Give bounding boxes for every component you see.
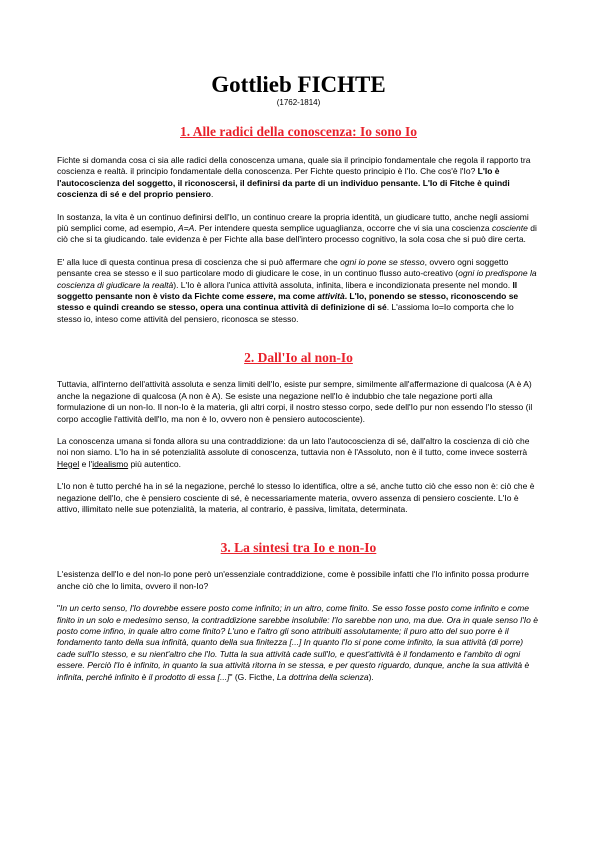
document-page [57, 72, 540, 683]
lifespan-dates: (1762-1814) [276, 98, 321, 107]
text-run: ). L'Io è allora l'unica attività assoluta, infinita, libera e incondizionata presente nel mondo. [173, 279, 513, 290]
text-run: E' alla luce di questa continua presa di coscienza che si può affermare che [57, 256, 341, 267]
section-2-p2-text-after: più autentico. [128, 458, 182, 469]
section-2-p2-text-before: La conoscenza umana si fonda allora su una contraddizione: da un lato l'autocoscienza di sé, dall'altro la coscienza di ciò che noi non siamo. L'Io ha in sé potenzialità assolute di conoscenza, tuttavia non è l'Assoluto, non è il tutto, come invece sosterrà [57, 435, 530, 458]
section-2-heading: 2. Dall'Io al non-Io [244, 350, 353, 366]
text-run: Fichte si domanda cosa ci sia alle radici della conoscenza umana, quale sia il principio fondamentale che regola il rapporto tra coscienza e realtà. il principio fondamentale della conoscenza. Per Fichte questo principio è l'Io. Che cos'è l'Io? [57, 155, 531, 177]
section-3-heading: 3. La sintesi tra Io e non-Io [220, 540, 377, 556]
hegel-link[interactable]: Hegel [57, 458, 80, 469]
text-run: In sostanza, la vita è un continuo definirsi dell'Io, un continuo creare la propria identità, un giudicare tutto, anche negli assiomi più semplici come, ad esempio, [57, 211, 529, 234]
text-run: A=A [177, 223, 195, 234]
text-run: ogni io pone se stesso [340, 256, 425, 267]
document-title: Gottlieb FICHTE [211, 72, 386, 97]
section-1-paragraph-1 [57, 155, 540, 201]
section-1-paragraph-2 [57, 212, 540, 246]
text-run: Il soggetto pensante non è visto da Fichte come [57, 279, 518, 302]
text-run: , ovvero ogni soggetto pensante crea se stesso e il suo particolare modo di giudicare le cose, in un continuo flusso auto-creativo ( [57, 256, 509, 279]
text-run: . [211, 189, 214, 200]
text-run: essere [246, 291, 274, 302]
text-run: " (G. Ficthe, [229, 671, 277, 682]
section-2-paragraph-3: L'Io non è tutto perché ha in sé la negazione, perché lo stesso Io identifica, oltre a sé, anche tutto ciò che esso non è: ciò che è negazione dell'Io, che è pensiero cosciente di sé, è necessariamente materia, ovvero assenza di pensiero cosciente. L'Io è attivo, illimitato nelle sue potenzialità, la materia, al contrario, è passiva, limitata, determinata. [57, 481, 535, 514]
text-run: cosciente [491, 223, 528, 234]
text-run: L'Io è l'autocoscienza del soggetto, il riconoscersi, il definirsi da parte di un individuo pensante. L'Io di Fitche è quindi coscienza di sé e del proprio pensiero [57, 166, 510, 200]
text-run: ogni io predispone la coscienza di giudicare la realtà [57, 268, 537, 290]
text-run: . L'Io, ponendo se stesso, riconoscendo se stesso e quindi creando se stesso, opera una continua attività di definizione di sé [57, 291, 519, 313]
section-3-paragraph-1: L'esistenza dell'Io e del non-Io pone però un'essenziale contraddizione, come è possibile infatti che l'Io infinito possa produrre anche ciò che lo limita, ovvero il non-Io? [57, 569, 529, 591]
text-run: ). [368, 671, 374, 682]
text-run: . L'assioma Io=Io comporta che lo stesso io, inteso come attività del pensiero, riconosca se stesso. [57, 302, 514, 324]
section-1-paragraph-3 [57, 257, 540, 325]
text-run: La dottrina della scienza [276, 671, 369, 682]
section-2-paragraph-2 [57, 436, 540, 470]
text-run: , ma come [273, 291, 318, 302]
idealismo-link[interactable]: idealismo [92, 458, 129, 469]
text-run: attività [317, 291, 345, 302]
text-run: . Per intendere questa semplice uguaglianza, occorre che vi sia una coscienza [194, 223, 492, 234]
section-3-quote [57, 603, 540, 683]
text-run: " [57, 603, 61, 614]
section-1-heading: 1. Alle radici della conoscenza: Io sono Io [180, 124, 417, 139]
section-2-p2-text-mid: e l' [79, 458, 93, 469]
text-run: di ciò che si ta giudicando. tale evidenza è per Fichte alla base dell'intero processo cognitivo, la sola cosa che si può dire certa. [57, 223, 537, 245]
text-run: In un certo senso, l'Io dovrebbe essere posto come infinito; in un altro, come finito. Se esso fosse posto come infinito e come finito in un solo e medesimo senso, la contraddizione sarebbe insolubile: l'Io sarebbe non uno, ma due. Ora in quale senso l'Io è posto come infino, in quale altro come finito? L'uno e l'altro gli sono attribuiti assolutamente; il puro atto del suo porre è il fondamento tanto della sua infinità, quanto della sua finitezza [...] In quanto l'Io si pone come infinito, la sua attività (di porre) cade sull'Io stesso, e su nient'altro che l'Io. Tutta la sua attività cade sull'Io, e quest'attività è il fondamento e l'ambito di ogni essere. Perciò l'Io è infinito, in quanto la sua attività ritorna in se stessa, e per questo riguardo, dunque, anche la sua attività è infinita, perché infinito è il prodotto di essa [...] [57, 603, 538, 682]
section-2-paragraph-1: Tuttavia, all'interno dell'attività assoluta e senza limiti dell'Io, esiste pur sempre, similmente all'affermazione di qualcosa (A è A) anche la negazione di qualcosa (A non è A). Se esiste una negazione nell'Io è indubbio che tale negazione porti alla formulazione di un non-Io. Il non-Io è la materia, gli altri corpi, il nostro stesso corpo, sede dell'Io pur non essendo l'Io stesso (il corpo accoglie l'attività dell'Io, ma non è Io, ovvero non è pensiero autocosciente). [57, 379, 533, 424]
